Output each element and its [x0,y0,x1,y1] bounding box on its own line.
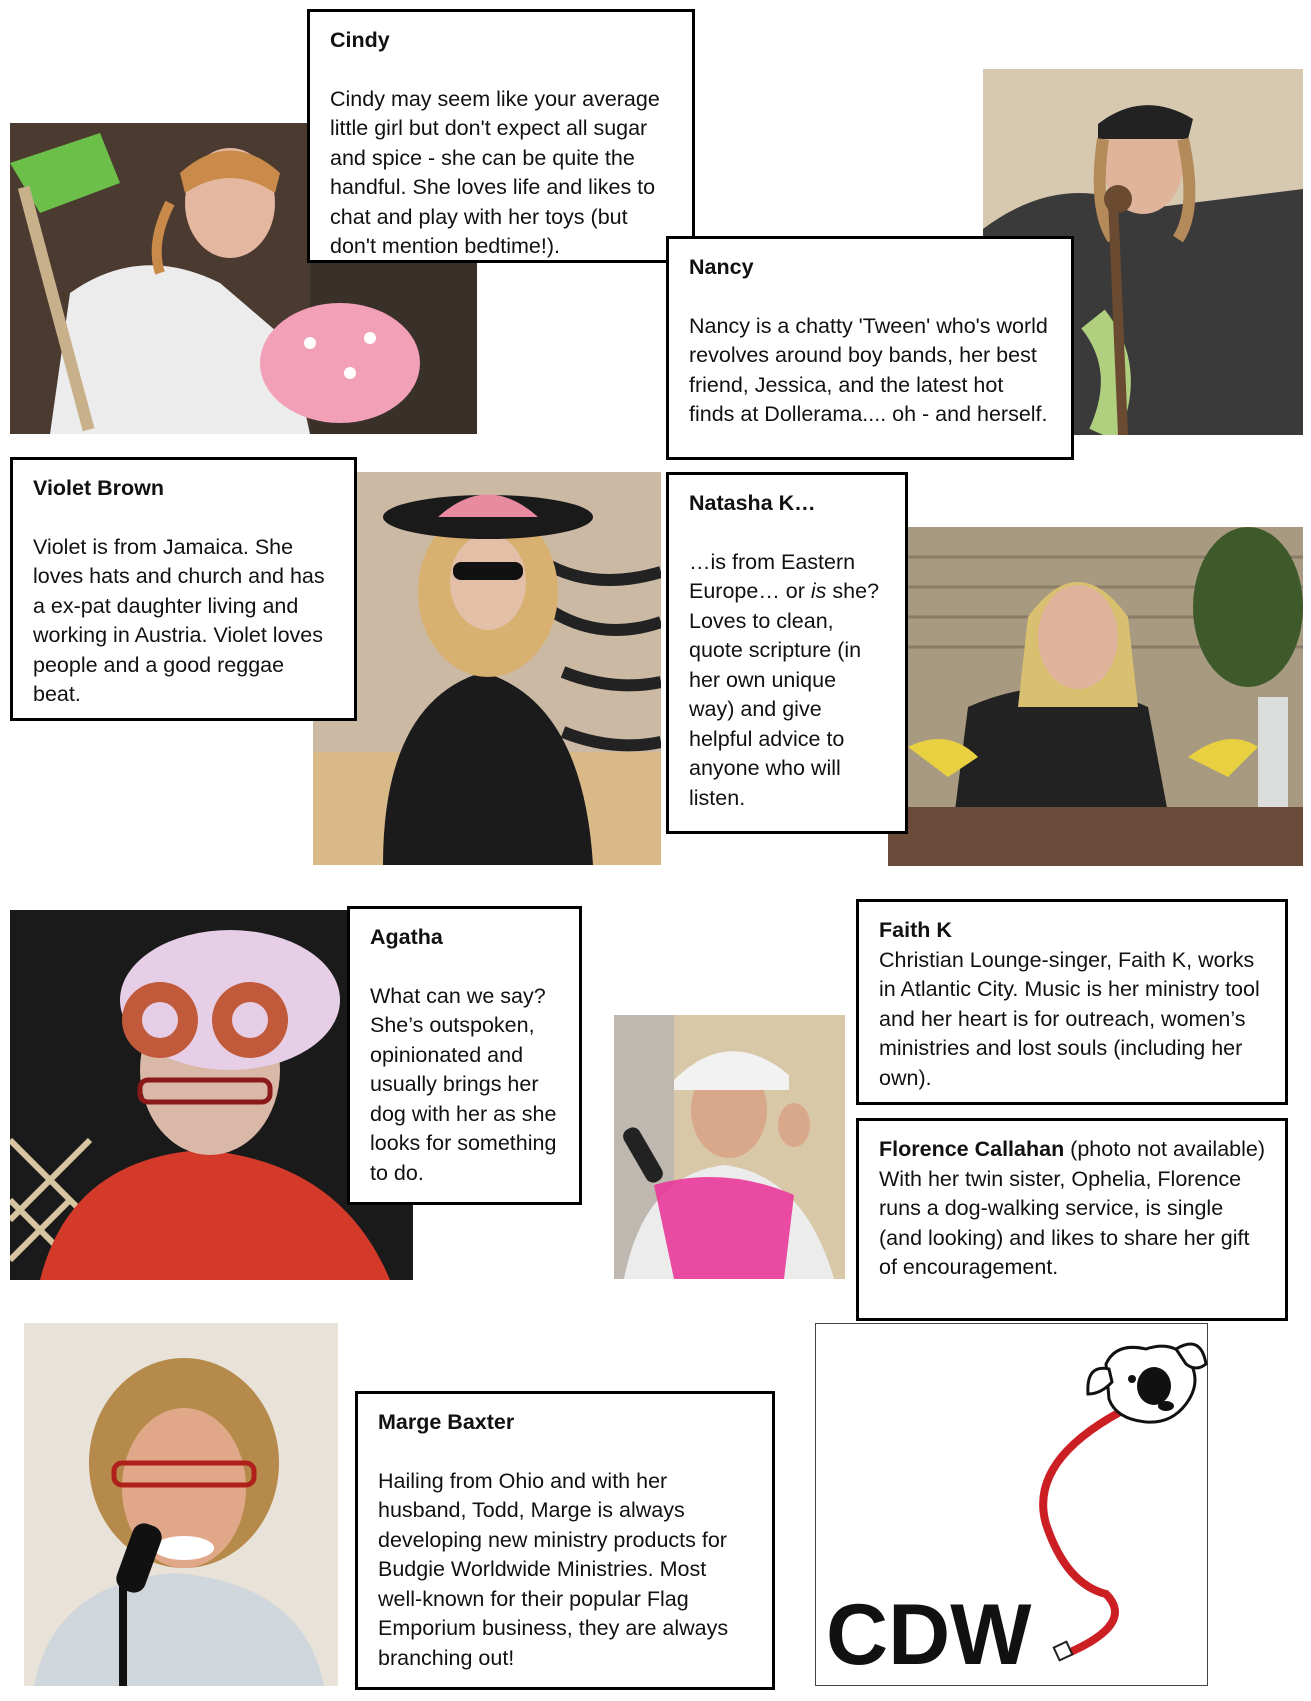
natasha-description [689,548,885,814]
faith-photo [614,1015,845,1279]
cindy-name: Cindy [330,28,390,52]
nancy-description: Nancy is a chatty 'Tween' who's world revolves around boy bands, her best friend, Jessica, and the latest hot finds at Dollerama.... oh - and herself. [689,313,1048,426]
nancy-card [666,236,1074,460]
agatha-description: What can we say? She’s outspoken, opinionated and usually brings her dog with her as she looks for something to do. [370,983,557,1185]
natasha-text-italic: is [810,579,827,603]
natasha-card [666,472,908,834]
marge-name: Marge Baxter [378,1410,515,1434]
marge-photo [24,1323,338,1686]
florence-name-note: (photo not available) [1064,1137,1265,1161]
florence-card [856,1118,1288,1321]
natasha-text-after: she? Loves to clean, quote scripture (in her own unique way) and give helpful advice to anyone who will listen. [689,579,880,810]
faith-description: Christian Lounge-singer, Faith K, works in Atlantic City. Music is her ministry tool and her heart is for outreach, women’s ministries and lost souls (including her own). [879,947,1260,1090]
florence-heading [879,1135,1265,1165]
violet-description: Violet is from Jamaica. She loves hats and church and has a ex-pat daughter living and working in Austria. Violet loves people and a good reggae beat. [33,534,325,706]
agatha-name: Agatha [370,925,443,949]
cdw-logo-text: CDW [826,1587,1032,1683]
natasha-name: Natasha K… [689,491,816,515]
florence-description: With her twin sister, Ophelia, Florence runs a dog-walking service, is single (and looking) and likes to share her gift of encouragement. [879,1166,1250,1279]
nancy-name: Nancy [689,255,754,279]
natasha-text-before: …is from Eastern Europe… or [689,549,856,603]
cindy-description: Cindy may seem like your average little girl but don't expect all sugar and spice - she can be quite the handful. She loves life and likes to chat and play with her toys (but don't mention bedtime!). [330,86,660,258]
faith-name: Faith K [879,918,952,942]
marge-description: Hailing from Ohio and with her husband, Todd, Marge is always developing new ministry products for Budgie Worldwide Ministries. Most well-known for their popular Flag Emporium business, they are always branching out! [378,1468,729,1670]
dog-head-icon [1088,1344,1206,1422]
violet-card [10,457,357,721]
marge-card [355,1391,775,1690]
cdw-logo [815,1323,1208,1686]
violet-photo [313,472,661,865]
cindy-card [307,9,695,263]
agatha-card [347,906,582,1205]
natasha-photo [888,527,1303,866]
florence-name: Florence Callahan [879,1137,1065,1161]
cdw-logo-graphic [816,1324,1209,1687]
faith-card [856,899,1288,1105]
violet-name: Violet Brown [33,476,165,500]
